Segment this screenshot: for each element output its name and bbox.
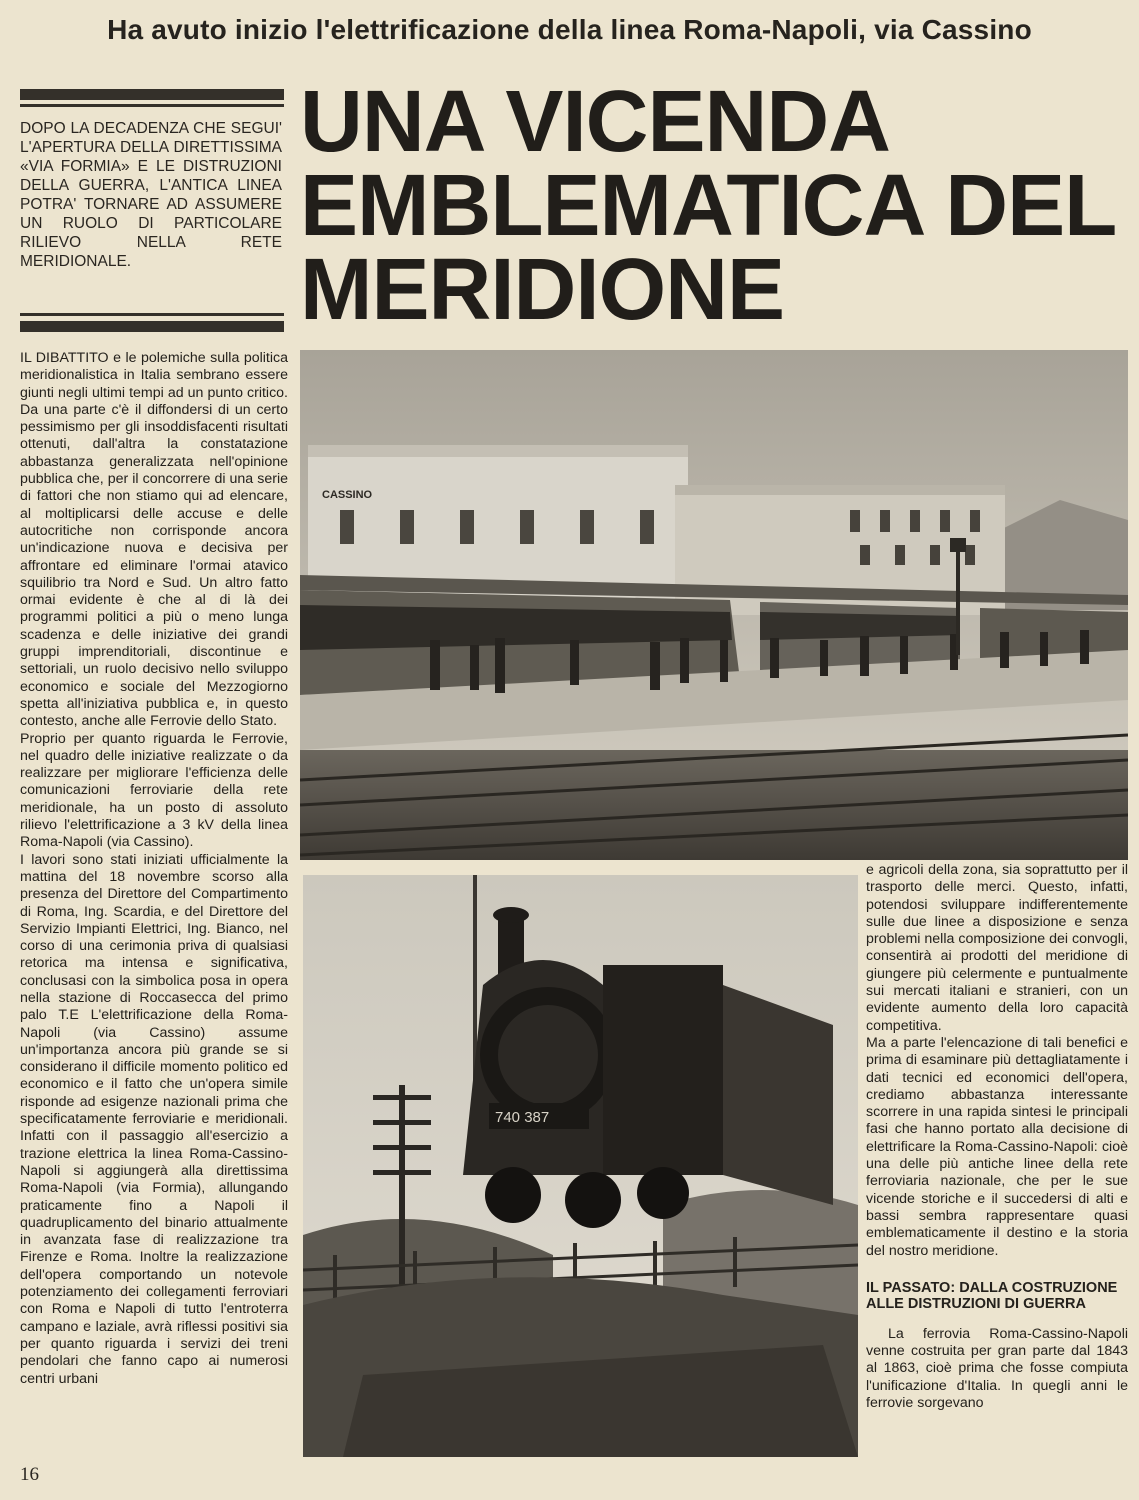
right-column <box>866 862 1128 1412</box>
locomotive-number: 740 387 <box>495 1109 550 1126</box>
bottom-rule-thin <box>20 313 284 316</box>
body-paragraph: e agricoli della zona, sia soprattutto per il trasporto delle merci. Questo, infatti, potendosi sviluppare indifferentemente sulle due linee a disposizione e senza problemi nella composizione dei convogli, consentirà ai prodotti del meridione di giungere più celermente e puntualmente sui mercati italiani e stranieri, con un evidente aumento della loro capacità competitiva. <box>866 862 1128 1034</box>
bottom-rule <box>20 321 284 332</box>
body-paragraph: Proprio per quanto riguarda le Ferrovie, nel quadro delle iniziative realizzate o da realizzare per migliorare l'efficienza delle comunicazioni ferroviarie della rete meridionale, ha un posto di assoluto rilievo l'elettrificazione a 3 kV della linea Roma-Napoli (via Cassino). <box>20 730 288 851</box>
main-headline <box>300 73 1135 338</box>
station-photo-image <box>300 350 1128 860</box>
body-paragraph: IL DIBATTITO e le polemiche sulla politica meridionalistica in Italia sembrano essere giunti negli ultimi tempi ad un punto critico. Da una parte c'è il diffondersi di un certo pessimismo per gli insoddisfacenti risultati ottenuti, dall'altra la constatazione abbastanza generalizzata nell'opinione pubblica che, per il concorrere di una serie di fattori che non stiamo qui ad elencare, al moltiplicarsi delle accuse e delle autocritiche non corrisponde ancora un'indicazione nuova e decisiva per affrontare ed eliminare l'ormai atavico squilibrio tra Nord e Sud. Un altro fatto ormai evidente è che al di là dei programmi politici a più o meno lunga scadenza e delle iniziative dei grandi gruppi imprenditoriali, discontinue e settoriali, un ruolo decisivo nello sviluppo economico e sociale del Mezzogiorno spetta all'iniziativa pubblica e, in questo contesto, anche alle Ferrovie dello Stato. <box>20 350 288 730</box>
headline-line-1: UNA VICENDA <box>300 73 890 170</box>
left-column <box>20 350 288 1388</box>
headline-line-3: MERIDIONE <box>300 241 785 338</box>
lead-paragraph: DOPO LA DECADENZA CHE SEGUI' L'APERTURA DELLA DIRETTISSIMA «VIA FORMIA» E LE DISTRUZIONI DELLA GUERRA, L'ANTICA LINEA POTRA' TORNARE AD ASSUMERE UN RUOLO DI PARTICOLARE RILIEVO NELLA RETE MERIDIONALE. <box>20 120 282 270</box>
locomotive-photo-image <box>303 875 858 1457</box>
kicker-headline: Ha avuto inizio l'elettrificazione della linea Roma-Napoli, via Cassino <box>107 14 1032 45</box>
station-photo <box>300 350 1128 860</box>
locomotive-photo <box>303 875 858 1457</box>
top-rule-thin <box>20 104 284 107</box>
headline-line-2: EMBLEMATICA DEL <box>300 157 1117 254</box>
station-sign: CASSINO <box>322 489 373 501</box>
top-rule <box>20 89 284 100</box>
body-paragraph: La ferrovia Roma-Cassino-Napoli venne costruita per gran parte dal 1843 al 1863, cioè prima che fosse compiuta l'unificazione d'Italia. In quegli anni le ferrovie sorgevano <box>866 1325 1128 1412</box>
page-number: 16 <box>20 1464 39 1485</box>
section-subhead: IL PASSATO: DALLA COSTRUZIONE ALLE DISTRUZIONI DI GUERRA <box>866 1279 1118 1312</box>
body-paragraph: I lavori sono stati iniziati ufficialmente la mattina del 18 novembre scorso alla presenza del Direttore del Compartimento di Roma, Ing. Scardia, e del Direttore del Servizio Impianti Elettrici, Ing. Bianco, nel corso di una cerimonia priva di qualsiasi retorica ma intensa e significativa, conclusasi con la simbolica posa in opera nella stazione di Roccasecca del primo palo T.E L'elettrificazione della Roma-Napoli (via Cassino) assume un'importanza ancora più grande se si considerano il difficile momento politico ed economico e il fatto che un'opera simile risponde ad esigenze nazionali prima che specificatamente ferroviarie e meridionali. Infatti con il passaggio all'esercizio a trazione elettrica la linea Roma-Cassino-Napoli si aggiungerà alla direttissima Roma-Napoli (via Formia), allungando praticamente fino a Napoli il quadruplicamento del binario attualmente in avanzata fase di realizzazione tra Firenze e Roma. Inoltre la realizzazione dell'opera comportando un notevole potenziamento dei collegamenti ferroviari con Roma e Napoli di tutto l'entroterra campano e laziale, avrà riflessi positivi sia per quanto riguarda i servizi dei treni pendolari che fanno capo ai numerosi centri urbani <box>20 851 288 1387</box>
body-paragraph: Ma a parte l'elencazione di tali benefici e prima di esaminare più dettagliatamente i dati tecnici ed economici dell'opera, crediamo abbastanza interessante scorrere in una rapida sintesi le principali fasi che hanno portato alla decisione di elettrificare la Roma-Cassino-Napoli: cioè una delle più antiche linee della rete ferroviaria nazionale, che per le sue vicende storiche e il succedersi di alti e bassi sembra rappresentare quasi emblematicamente il destino e la storia del nostro meridione. <box>866 1034 1128 1259</box>
